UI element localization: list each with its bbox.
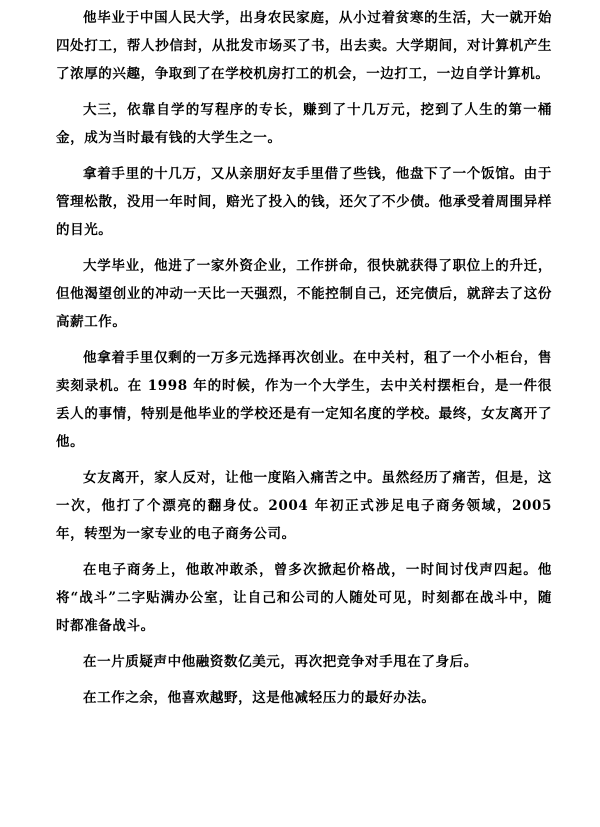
paragraph-5: 他拿着手里仅剩的一万多元选择再次创业。在中关村，租了一个小柜台，售卖刻录机。在 1998 年的时候，作为一个大学生，去中关村摆柜台，是一件很丢人的事情，特别是他毕业的学校还是有一定知名度的学校。最终，女友离开了他。 bbox=[56, 350, 552, 450]
paragraph-8: 在一片质疑声中他融资数亿美元，再次把竞争对手甩在了身后。 bbox=[83, 654, 478, 670]
paragraph-9: 在工作之余，他喜欢越野，这是他减轻压力的最好办法。 bbox=[83, 690, 436, 706]
paragraph-6: 女友离开，家人反对，让他一度陷入痛苦之中。虽然经历了痛苦，但是，这一次，他打了个漂亮的翻身仗。2004 年初正式涉足电子商务领域，2005 年，转型为一家专业的电子商务公司。 bbox=[56, 470, 552, 542]
paragraph-4: 大学毕业，他进了一家外资企业，工作拼命，很快就获得了职位上的升迁，但他渴望创业的冲动一天比一天强烈，不能控制自己，还完债后，就辞去了这份高薪工作。 bbox=[56, 258, 552, 330]
paragraph-7: 在电子商务上，他敢冲敢杀，曾多次掀起价格战，一时间讨伐声四起。他将“战斗”二字贴满办公室，让自己和公司的人随处可见，时刻都在战斗中，随时都准备战斗。 bbox=[56, 562, 552, 634]
paragraph-1: 他毕业于中国人民大学，出身农民家庭，从小过着贫寒的生活，大一就开始四处打工，帮人抄信封，从批发市场买了书，出去卖。大学期间，对计算机产生了浓厚的兴趣，争取到了在学校机房打工的机会，一边打工，一边自学计算机。 bbox=[56, 10, 552, 82]
paragraph-3: 拿着手里的十几万，又从亲朋好友手里借了些钱，他盘下了一个饭馆。由于管理松散，没用一年时间，赔光了投入的钱，还欠了不少债。他承受着周围异样的目光。 bbox=[56, 166, 552, 238]
document-body bbox=[56, 0, 552, 720]
paragraph-2: 大三，依靠自学的写程序的专长，赚到了十几万元，挖到了人生的第一桶金，成为当时最有钱的大学生之一。 bbox=[56, 102, 552, 146]
